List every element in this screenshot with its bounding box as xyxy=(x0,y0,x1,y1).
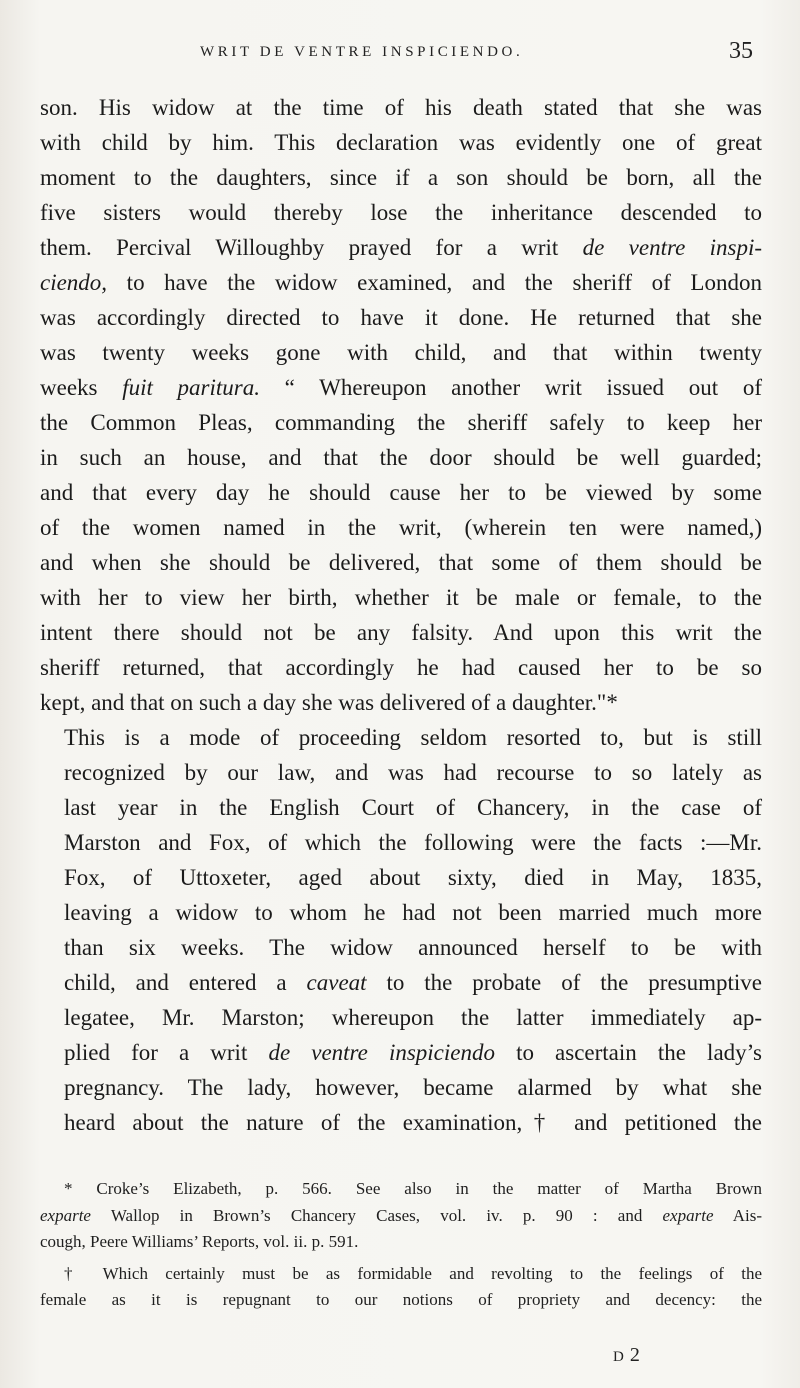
italic-phrase: caveat xyxy=(306,970,367,995)
footnote-line: cough, Peere Williams’ Reports, vol. ii. p. 591. xyxy=(40,1232,359,1251)
text-line: sheriff returned, that accordingly he had caused her to be so xyxy=(40,655,762,680)
text-line: moment to the daughters, since if a son should be born, all the xyxy=(40,165,762,190)
text-line xyxy=(40,230,762,265)
page-number: 35 xyxy=(729,38,753,64)
signature-mark xyxy=(613,1344,640,1367)
text-line: leaving a widow to whom he had not been married much more xyxy=(64,900,762,925)
italic-phrase: exparte xyxy=(662,1205,714,1225)
italic-phrase: ciendo, xyxy=(40,270,108,295)
text-run: to have the widow examined, and the sheriff of London xyxy=(107,270,762,295)
text-line: legatee, Mr. Marston; whereupon the latter immediately ap- xyxy=(64,1005,762,1030)
text-line: recognized by our law, and was had recourse to so lately as xyxy=(64,760,762,785)
text-line: with her to view her birth, whether it be male or female, to the xyxy=(40,585,762,610)
text-run: to ascertain the lady’s xyxy=(494,1040,762,1065)
text-line xyxy=(40,370,762,405)
text-line: Marston and Fox, of which the following were the facts :—Mr. xyxy=(64,830,762,855)
footnote-line xyxy=(40,1203,762,1230)
text-line: in such an house, and that the door should be well guarded; xyxy=(40,445,762,470)
text-line: pregnancy. The lady, however, became alarmed by what she xyxy=(64,1075,762,1100)
footnote-2 xyxy=(40,1261,762,1314)
text-line: with child by him. This declaration was evidently one of great xyxy=(40,130,762,155)
text-line: than six weeks. The widow announced herself to be with xyxy=(64,935,762,960)
text-line: was accordingly directed to have it done. He returned that she xyxy=(40,305,762,330)
text-line: intent there should not be any falsity. And upon this writ the xyxy=(40,620,762,645)
text-run: child, and entered a xyxy=(64,970,307,995)
signature-letter: D xyxy=(613,1349,625,1365)
text-line xyxy=(40,265,762,300)
text-line: and when she should be delivered, that some of them should be xyxy=(40,550,762,575)
text-run: Wallop in Brown’s Chancery Cases, vol. iv. p. 90 : and xyxy=(90,1205,663,1225)
text-line xyxy=(40,965,762,1000)
text-line: kept, and that on such a day she was delivered of a daughter."* xyxy=(40,690,618,715)
text-run: plied for a writ xyxy=(64,1040,269,1065)
paragraph-2 xyxy=(40,720,762,1140)
text-line xyxy=(40,1035,762,1070)
text-run: them. Percival Willoughby prayed for a writ xyxy=(40,235,583,260)
footnote-line: † Which certainly must be as formidable and revolting to the feelings of the xyxy=(64,1263,762,1283)
text-run: to the probate of the presumptive xyxy=(366,970,762,995)
footnote-line: * Croke’s Elizabeth, p. 566. See also in the matter of Martha Brown xyxy=(64,1179,762,1198)
text-line: was twenty weeks gone with child, and that within twenty xyxy=(40,340,762,365)
italic-phrase: de ventre inspiciendo xyxy=(268,1040,495,1065)
text-run: Ais- xyxy=(713,1205,762,1225)
text-line: Fox, of Uttoxeter, aged about sixty, died in May, 1835, xyxy=(64,865,762,890)
text-run: weeks xyxy=(40,375,123,400)
text-line: of the women named in the writ, (wherein ten were named,) xyxy=(40,515,762,540)
signature-number: 2 xyxy=(629,1344,640,1366)
footnote-1 xyxy=(40,1176,762,1256)
italic-phrase: de ventre inspi- xyxy=(582,235,762,260)
text-line: and that every day he should cause her to be viewed by some xyxy=(40,480,762,505)
paragraph-1 xyxy=(40,90,762,720)
body-text xyxy=(40,90,762,1140)
text-line: the Common Pleas, commanding the sheriff safely to keep her xyxy=(40,410,762,435)
italic-phrase: fuit paritura. xyxy=(122,375,260,400)
text-line: son. His widow at the time of his death stated that she was xyxy=(40,95,762,120)
text-run: “ Whereupon another writ issued out of xyxy=(259,375,762,400)
running-head xyxy=(0,38,800,68)
text-line: last year in the English Court of Chancery, in the case of xyxy=(64,795,762,820)
text-line: heard about the nature of the examination,† and petitioned the xyxy=(64,1110,762,1135)
running-head-title: WRIT DE VENTRE INSPICIENDO. xyxy=(200,44,524,60)
footnotes xyxy=(40,1176,762,1319)
footnote-line: female as it is repugnant to our notions of propriety and decency: the xyxy=(40,1290,762,1309)
italic-phrase: exparte xyxy=(40,1205,91,1225)
text-line: five sisters would thereby lose the inheritance descended to xyxy=(40,200,762,225)
text-line: This is a mode of proceeding seldom resorted to, but is still xyxy=(64,725,762,750)
